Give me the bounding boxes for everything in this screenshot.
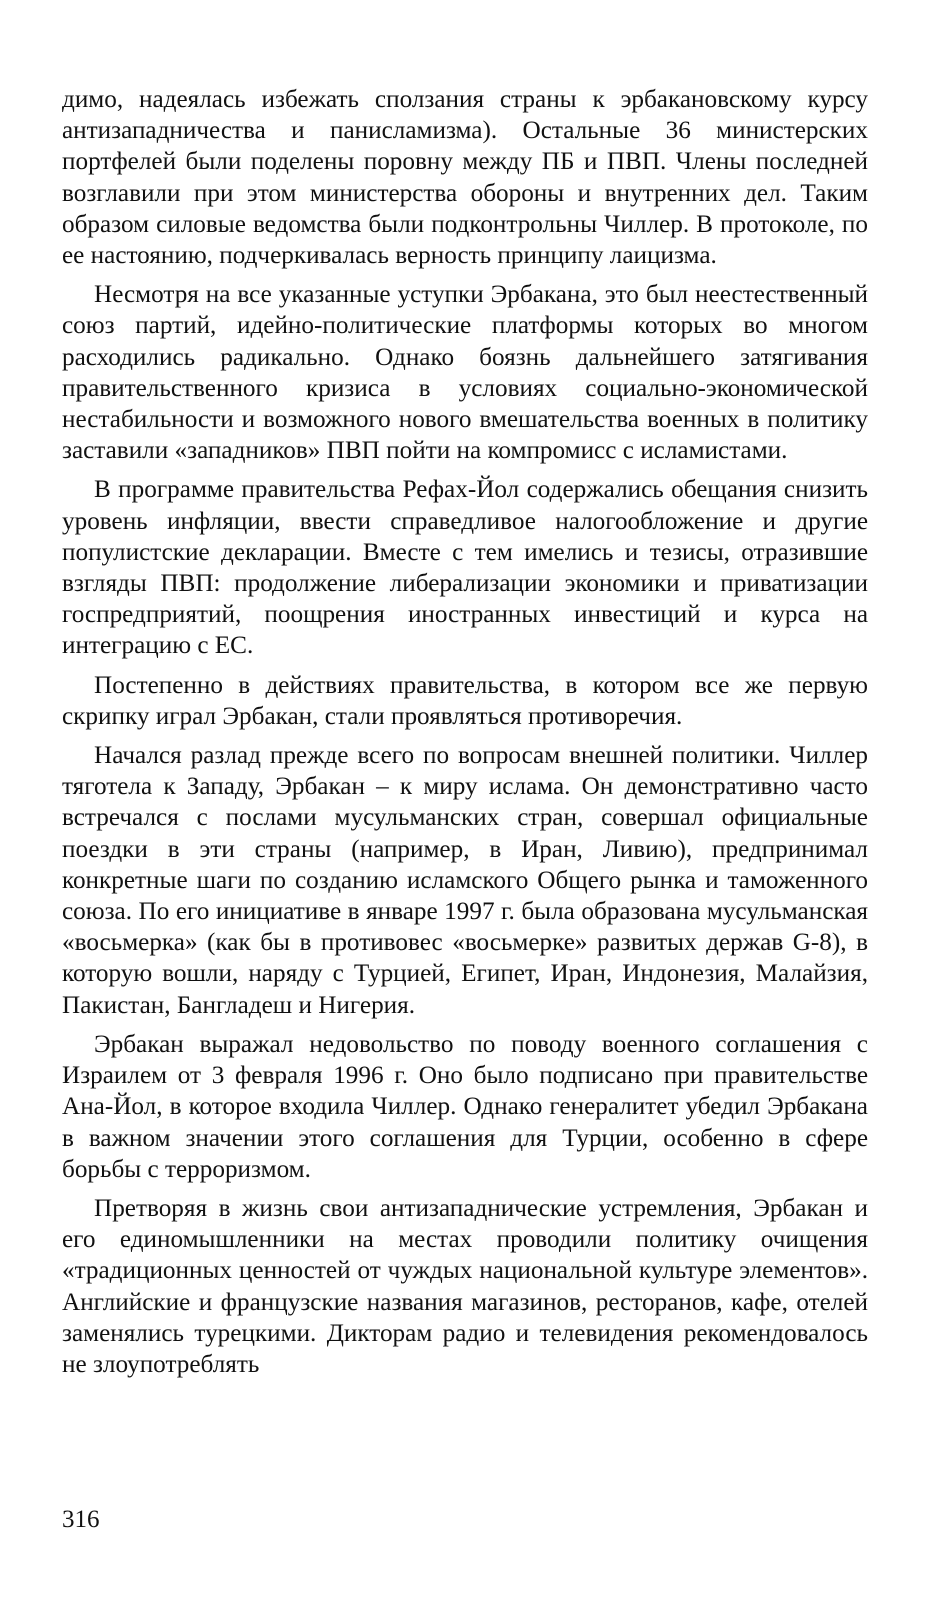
paragraph-6: Эрбакан выражал недовольство по поводу военного соглашения с Израилем от 3 февраля 1996 г. Оно было подписано при правительстве Ана-Йол, в которое входила Чиллер. Однако генералитет убедил Эрбакана в важном значении этого соглашения для Турции, особенно в сфере борьбы с терроризмом.	[62, 1030, 868, 1183]
paragraph-2: Несмотря на все указанные уступки Эрбакана, это был неестественный союз партий, идейно-политические платформы которых во многом расходились радикально. Однако боязнь дальнейшего затягивания правительственного кризиса в условиях социально-экономической нестабильности и возможного нового вмешательства военных в политику заставили «западников» ПВП пойти на компромисс с исламистами.	[62, 281, 868, 465]
paragraph-5: Начался разлад прежде всего по вопросам внешней политики. Чиллер тяготела к Западу, Эрбакан – к миру ислама. Он демонстративно часто встречался с послами мусульманских стран, совершал официальные поездки в эти страны (например, в Иран, Ливию), предпринимал конкретные шаги по созданию исламского Общего рынка и таможенного союза. По его инициативе в январе 1997 г. была образована мусульманская «восьмерка» (как бы в противовес «восьмерке» развитых держав G-8), в которую вошли, наряду с Турцией, Египет, Иран, Индонезия, Малайзия, Пакистан, Бангладеш и Нигерия.	[62, 742, 868, 1019]
paragraph-4: Постепенно в действиях правительства, в котором все же первую скрипку играл Эрбакан, стали проявляться противоречия.	[62, 671, 868, 730]
page-number: 316	[62, 1506, 100, 1533]
paragraph-3: В программе правительства Рефах-Йол содержались обещания снизить уровень инфляции, ввести справедливое налогообложение и другие популистские декларации. Вместе с тем имелись и тезисы, отразившие взгляды ПВП: продолжение либерализации экономики и приватизации госпредприятий, поощрения иностранных инвестиций и курса на интеграцию с ЕС.	[62, 476, 868, 660]
paragraph-1: димо, надеялась избежать сползания страны к эрбакановскому курсу антизападничества и панисламизма). Остальные 36 министерских портфелей были поделены поровну между ПБ и ПВП. Члены последней возглавили при этом министерства обороны и внутренних дел. Таким образом силовые ведомства были подконтрольны Чиллер. В протоколе, по ее настоянию, подчеркивалась верность принципу лаицизма.	[62, 86, 868, 270]
page-text	[62, 84, 868, 1388]
paragraph-7: Претворяя в жизнь свои антизападнические устремления, Эрбакан и его единомышленники на местах проводили политику очищения «традиционных ценностей от чуждых национальной культуре элементов». Английские и французские названия магазинов, ресторанов, кафе, отелей заменялись турецкими. Дикторам радио и телевидения рекомендовалось не злоупотреблять	[62, 1194, 868, 1378]
